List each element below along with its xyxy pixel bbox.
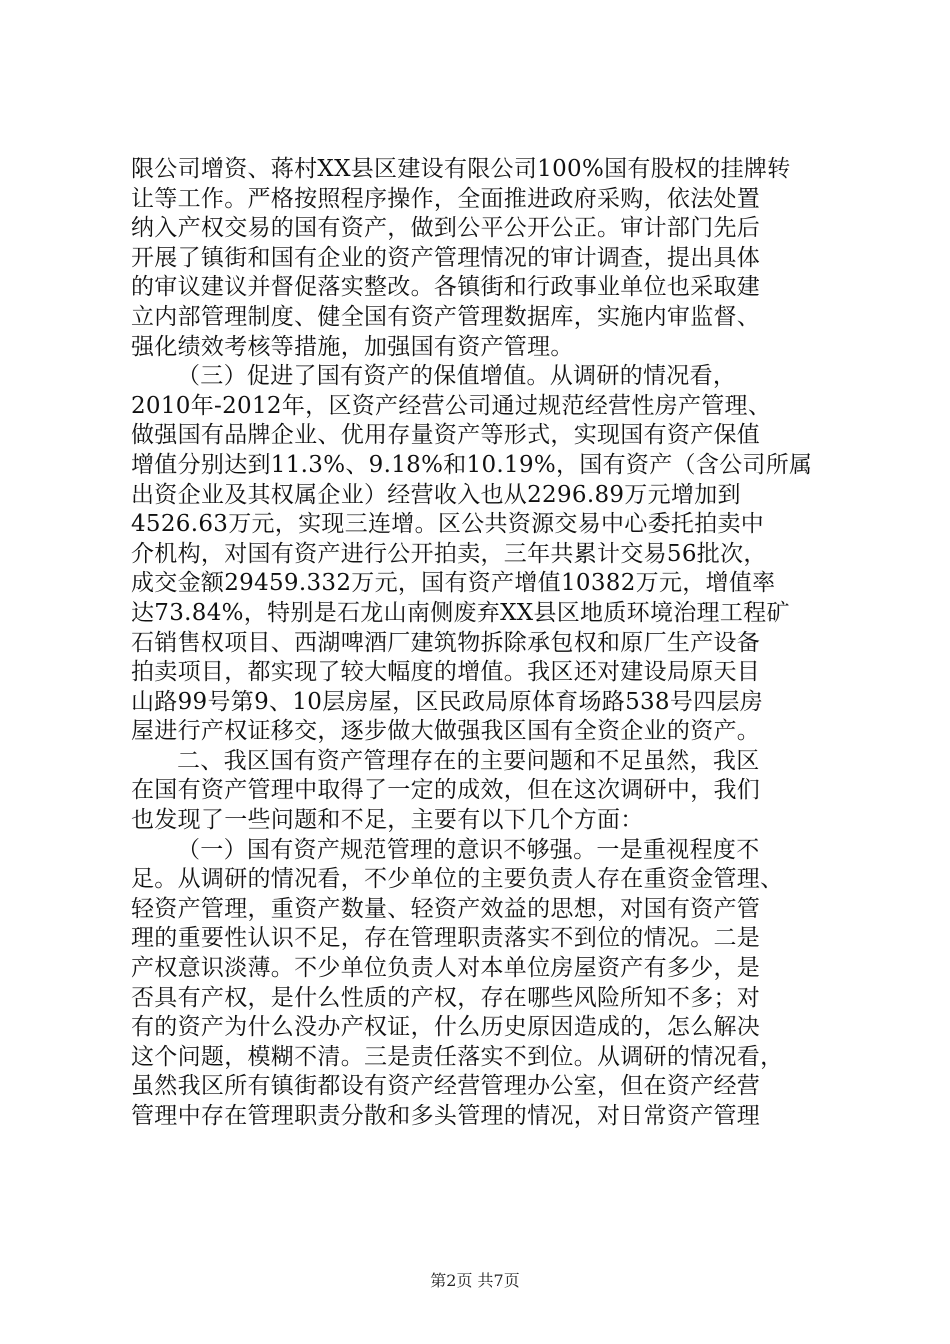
text-line: 有的资产为什么没办产权证，什么历史原因造成的，怎么解决 [131, 1014, 761, 1041]
paragraph-start-line: （三）促进了国有资产的保值增值。从调研的情况看， [177, 363, 737, 390]
text-line: 让等工作。严格按照程序操作，全面推进政府采购，依法处置 [131, 185, 761, 212]
text-line: 限公司增资、蒋村XX县区建设有限公司100%国有股权的挂牌转 [131, 156, 791, 182]
text-line: 达73.84%，特别是石龙山南侧废弃XX县区地质环境治理工程矿 [131, 599, 790, 626]
text-line: 增值分别达到11.3%、9.18%和10.19%，国有资产（含公司所属 [131, 451, 813, 478]
text-line: 也发现了一些问题和不足，主要有以下几个方面： [131, 807, 644, 834]
text-line: 山路99号第9、10层房屋，区民政局原体育场路538号四层房 [131, 688, 764, 715]
paragraph-start-line: （一）国有资产规范管理的意识不够强。一是重视程度不 [177, 836, 760, 863]
text-line: 虽然我区所有镇街都设有资产经营管理办公室，但在资产经营 [131, 1073, 761, 1100]
text-line: 成交金额29459.332万元，国有资产增值10382万元，增值率 [131, 570, 776, 597]
paragraph-start-line: 二、我区国有资产管理存在的主要问题和不足虽然，我区 [177, 747, 760, 774]
text-line: 的审议建议并督促落实整改。各镇街和行政事业单位也采取建 [131, 274, 761, 301]
text-line: 介机构，对国有资产进行公开拍卖，三年共累计交易56批次， [131, 540, 767, 567]
text-line: 理的重要性认识不足，存在管理职责落实不到位的情况。二是 [131, 925, 761, 952]
text-line: 否具有产权，是什么性质的产权，存在哪些风险所知不多；对 [131, 984, 761, 1011]
text-line: 出资企业及其权属企业）经营收入也从2296.89万元增加到 [131, 481, 741, 508]
text-line: 屋进行产权证移交，逐步做大做强我区国有全资企业的资产。 [131, 718, 761, 745]
text-line: 在国有资产管理中取得了一定的成效，但在这次调研中，我们 [131, 777, 761, 804]
text-line: 足。从调研的情况看，不少单位的主要负责人存在重资金管理、 [131, 866, 784, 893]
text-line: 2010年-2012年，区资产经营公司通过规范经营性房产管理、 [131, 392, 772, 419]
text-line: 开展了镇街和国有企业的资产管理情况的审计调查，提出具体 [131, 244, 761, 271]
page-number-footer: 第2页 共7页 [430, 1271, 520, 1290]
text-line: 产权意识淡薄。不少单位负责人对本单位房屋资产有多少，是 [131, 955, 761, 982]
text-line: 强化绩效考核等措施，加强国有资产管理。 [131, 333, 574, 360]
text-line: 轻资产管理，重资产数量、轻资产效益的思想，对国有资产管 [131, 895, 761, 922]
body-text [131, 155, 831, 1132]
text-line: 纳入产权交易的国有资产，做到公平公开公正。审计部门先后 [131, 215, 761, 242]
text-line: 这个问题，模糊不清。三是责任落实不到位。从调研的情况看， [131, 1043, 784, 1070]
text-line: 4526.63万元，实现三连增。区公共资源交易中心委托拍卖中 [131, 511, 765, 538]
text-line: 做强国有品牌企业、优用存量资产等形式，实现国有资产保值 [131, 422, 761, 449]
text-line: 管理中存在管理职责分散和多头管理的情况，对日常资产管理 [131, 1103, 761, 1129]
text-line: 拍卖项目，都实现了较大幅度的增值。我区还对建设局原天目 [131, 659, 761, 686]
text-line: 石销售权项目、西湖啤酒厂建筑物拆除承包权和原厂生产设备 [131, 629, 761, 656]
text-line: 立内部管理制度、健全国有资产管理数据库，实施内审监督、 [131, 303, 761, 330]
